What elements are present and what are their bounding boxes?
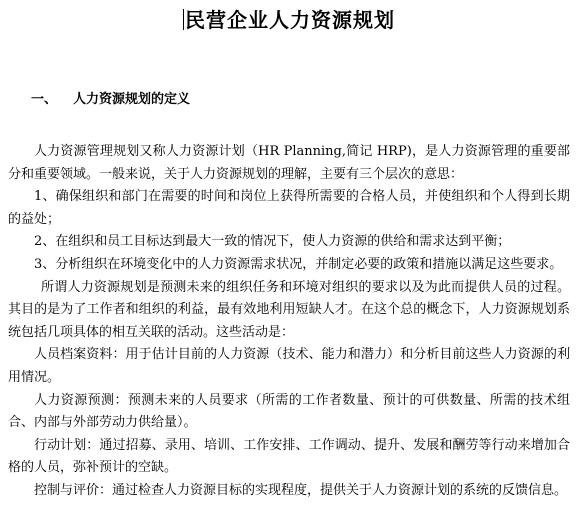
paragraph-personnel-records: 人员档案资料：用于估计目前的人力资源（技术、能力和潜力）和分析目前这些人力资源的利用情况。 bbox=[8, 347, 570, 385]
paragraph-point-3: 3、分析组织在环境变化中的人力资源需求状况，并制定必要的政策和措施以满足这些要求。 bbox=[34, 256, 563, 272]
section-heading-text: 人力资源规划的定义 bbox=[73, 92, 191, 107]
paragraph-action-plan: 行动计划：通过招募、录用、培训、工作安排、工作调动、提升、发展和酬劳等行动来增加合格的人员，弥补预计的空缺。 bbox=[8, 437, 570, 476]
paragraph-point-1: 1、确保组织和部门在需要的时间和岗位上获得所需要的合格人员，并使组织和个人得到长期的益处； bbox=[8, 189, 570, 227]
text-cursor bbox=[183, 9, 184, 30]
section-heading-number: 一、 bbox=[31, 92, 58, 107]
paragraph-hr-forecast: 人力资源预测：预测未来的人员要求（所需的工作者数量、预计的可供数量、所需的技术组合、内部与外部劳动力供给量）。 bbox=[8, 392, 570, 431]
document-title-line bbox=[0, 7, 578, 33]
paragraph-definition: 所谓人力资源规划是预测未来的组织任务和环境对组织的要求以及为此而提供人员的过程。其目的是为了工作者和组织的利益，最有效地利用短缺人才。在这个总的概念下，人力资源规划系统包括几项具体的相互关联的活动。这些活动是： bbox=[8, 279, 570, 340]
document-title[interactable]: 民营企业人力资源规划 bbox=[185, 8, 395, 32]
paragraph-intro: 人力资源管理规划又称人力资源计划（HR Planning,简记 HRP)，是人力资源管理的重要部分和重要领域。一般来说，关于人力资源规划的理解，主要有三个层次的意思： bbox=[8, 144, 571, 182]
document-body bbox=[8, 141, 570, 503]
paragraph-control-evaluation: 控制与评价：通过检查人力资源目标的实现程度，提供关于人力资源计划的系统的反馈信息。 bbox=[34, 482, 568, 498]
section-heading bbox=[31, 91, 190, 109]
paragraph-point-2: 2、在组织和员工目标达到最大一致的情况下，使人力资源的供给和需求达到平衡； bbox=[34, 234, 511, 250]
